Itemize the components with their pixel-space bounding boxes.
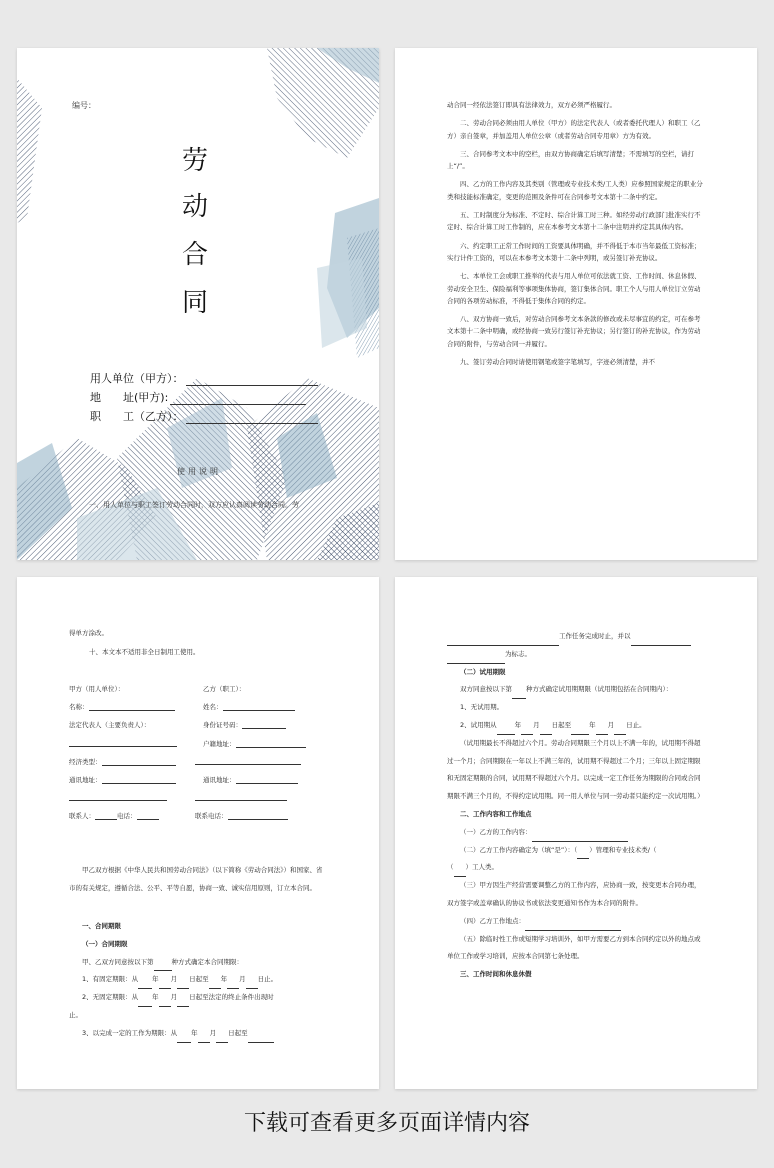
input-line[interactable] xyxy=(525,923,621,931)
text-fragment: 月 xyxy=(239,975,246,984)
section-heading: 三、工作时间和休息休假 xyxy=(460,970,532,979)
text-fragment: 工作任务完成时止，并以 xyxy=(559,632,631,640)
text-fragment: 日起至 xyxy=(551,720,572,729)
phone-b-field xyxy=(195,811,288,820)
id-field xyxy=(203,720,286,729)
addr-b-field xyxy=(203,775,298,784)
text-fragment: 1、有固定期限：从 xyxy=(82,975,139,984)
input-line[interactable] xyxy=(236,740,306,748)
field-label: 名称： xyxy=(69,703,89,711)
input-line[interactable] xyxy=(102,758,176,766)
field-address xyxy=(90,389,306,405)
paragraph: 九、签订劳动合同时请使用钢笔或签字笔填写，字迹必须清楚，并不 xyxy=(460,358,655,367)
title-char: 劳 xyxy=(182,146,209,176)
term-option-3 xyxy=(69,1025,327,1043)
text-fragment: 年 xyxy=(152,975,159,984)
text-fragment: 年 xyxy=(191,1028,198,1037)
input-line[interactable] xyxy=(596,727,608,735)
paragraph: 二、劳动合同必须由用人单位（甲方）的法定代表人（或者委托代理人）和职工（乙方）亲自签章，并加盖用人单位公章（或者劳动合同专用章）方为有效。 xyxy=(447,119,701,140)
text-fragment: 为标志。 xyxy=(505,649,531,658)
field-label: 通讯地址： xyxy=(203,776,236,784)
paragraph: 甲乙双方根据《中华人民共和国劳动合同法》（以下简称《劳动合同法》）和国家、省市的有关规定，遵循合法、公平、平等自愿，协商一致、诚实信用原则，订立本合同。 xyxy=(69,866,323,892)
text-fragment: 日起至法定的终止条件出现时 xyxy=(189,993,274,1002)
text-line: 十、本文本不适用非全日制用工使用。 xyxy=(89,648,200,656)
blank-line xyxy=(69,793,167,801)
input-line[interactable] xyxy=(216,1035,228,1043)
text-fragment: 2、无固定期限：从 xyxy=(82,993,139,1002)
input-line[interactable] xyxy=(631,638,691,646)
field-label: 地 址(甲方): xyxy=(90,391,169,404)
usage-title: 使用说明 xyxy=(177,467,221,476)
field-label: 电话： xyxy=(117,812,137,820)
input-line[interactable] xyxy=(512,691,526,699)
paragraph: 八、双方协商一致后，对劳动合同参考文本条款的修改或未尽事宜的约定，可在参考文本第十二条中明确，或经协商一致另行签订补充协议；另行签订的补充协议，作为劳动合同的附件，与劳动合同一并履行。 xyxy=(447,315,701,348)
title-char: 动 xyxy=(182,192,209,222)
input-line[interactable] xyxy=(532,834,628,842)
input-line[interactable] xyxy=(227,981,239,989)
probation-option-2 xyxy=(447,717,705,735)
text-fragment: 日止。 xyxy=(626,720,646,729)
paragraph: 动合同一经依法签订即具有法律效力，双方必须严格履行。 xyxy=(447,101,616,109)
text-fragment: ）管理和专业技术类/（ xyxy=(589,845,657,854)
blank-line xyxy=(195,757,301,765)
text-fragment: 年 xyxy=(152,993,159,1002)
input-line[interactable] xyxy=(246,981,258,989)
input-line[interactable] xyxy=(198,1035,210,1043)
blank-line xyxy=(195,793,287,801)
section-heading: 一、合同期限 xyxy=(82,922,121,930)
work-item-3: （三）甲方因生产经营需要调整乙方的工作内容，应协商一致，按变更本合同办理，双方签字或盖章确认的协议书或依法变更通知书作为本合同的附件。 xyxy=(447,881,701,907)
input-line[interactable] xyxy=(102,776,176,784)
input-line[interactable] xyxy=(540,727,552,735)
text-line xyxy=(447,646,705,664)
contract-page-2 xyxy=(395,577,757,1089)
rep-label: 法定代表人（主要负责人）： xyxy=(69,721,151,729)
input-line[interactable] xyxy=(447,638,559,646)
input-line[interactable] xyxy=(138,999,152,1007)
input-line[interactable] xyxy=(69,793,167,801)
instructions-text xyxy=(447,99,705,368)
term-intro xyxy=(69,954,327,972)
cover-page xyxy=(17,48,379,560)
text-fragment: 年 xyxy=(220,975,228,984)
text-fragment: 双方同意按以下第 xyxy=(460,685,512,694)
text-fragment: 日起至 xyxy=(189,975,209,984)
paragraph: 三、合同参考文本中的空栏，由双方协商确定后填写清楚；不需填写的空栏，请打上“/”。 xyxy=(447,149,694,171)
input-line[interactable] xyxy=(571,727,589,735)
field-label: 身份证号码： xyxy=(203,721,242,729)
download-caption: 下载可查看更多页面详情内容 xyxy=(243,1111,530,1136)
serial-number-label: 编号： xyxy=(72,101,96,110)
input-line[interactable] xyxy=(242,721,286,729)
address-input-line[interactable] xyxy=(170,394,306,405)
text-fragment: 3、以完成一定的工作为期限：从 xyxy=(82,1028,178,1037)
text-line xyxy=(447,628,705,646)
work-item-2 xyxy=(447,842,705,860)
subsection-heading: （一）合同期限 xyxy=(82,939,128,948)
input-line[interactable] xyxy=(228,812,288,820)
preamble xyxy=(69,861,325,897)
probation-intro xyxy=(447,681,705,699)
title-char: 合 xyxy=(182,240,209,270)
name-b-field xyxy=(203,702,295,711)
instructions-page xyxy=(395,48,757,560)
contact-field xyxy=(69,811,159,820)
input-line[interactable] xyxy=(614,727,626,735)
blank-line xyxy=(69,739,177,747)
field-label: 联系电话： xyxy=(195,812,228,820)
term-section xyxy=(69,918,327,1043)
input-line[interactable] xyxy=(69,739,177,747)
probation-option-1: 1、无试用期。 xyxy=(460,703,504,712)
work-item-4 xyxy=(447,913,705,931)
work-item-5: （五）除临时性工作或短期学习培训外，如甲方需要乙方到本合同约定以外的地点或单位工作或学习培训，应按本合同第七条处理。 xyxy=(447,934,701,961)
text-fragment: （一）乙方的工作内容： xyxy=(460,827,532,836)
input-line[interactable] xyxy=(447,656,505,664)
input-line[interactable] xyxy=(223,703,295,711)
input-line[interactable] xyxy=(454,869,466,877)
addr-a-field xyxy=(69,775,176,784)
field-label: 姓名： xyxy=(203,703,223,711)
contract-text xyxy=(447,628,705,984)
input-line[interactable] xyxy=(177,1035,191,1043)
employee-input-line[interactable] xyxy=(186,413,318,424)
input-line[interactable] xyxy=(521,727,533,735)
input-line[interactable] xyxy=(195,793,287,801)
subsection-heading: （二）试用期限 xyxy=(460,667,506,676)
text-fragment: 年 xyxy=(514,720,522,729)
input-line[interactable] xyxy=(177,999,189,1007)
text-fragment: 月 xyxy=(209,1028,217,1037)
input-line[interactable] xyxy=(159,999,171,1007)
field-label: 经济类型： xyxy=(69,758,102,766)
text-fragment: 月 xyxy=(170,975,178,984)
field-label: 职 工（乙方）： xyxy=(90,410,184,423)
paragraph: 六、约定职工正常工作时间的工资要具体明确，并不得低于本市当年最低工资标准；实行计件工资的，可以在本参考文本第十二条中列明，或另签订补充协议。 xyxy=(447,241,701,262)
text-fragment: 种方式确定试用期期限（试用期包括在合同期内）： xyxy=(526,685,673,694)
text-fragment: 甲、乙双方同意按以下第 xyxy=(82,957,154,966)
text-fragment: 月 xyxy=(170,993,178,1002)
text-fragment: 2、试用期从 xyxy=(460,720,497,729)
paragraph: 五、工时制度分为标准、不定时、综合计算工时三种。如经劳动行政部门批准实行不定时、综合计算工时工作制的，应在本参考文本第十二条中注明并约定其具体内容。 xyxy=(447,211,701,232)
field-label: 户籍地址： xyxy=(203,740,236,748)
field-label: 用人单位（甲方）： xyxy=(90,372,184,385)
usage-item-1: 一、用人单位与职工签订劳动合同时，双方应认真阅读劳动合同。劳 xyxy=(89,501,299,509)
household-field xyxy=(203,739,306,748)
input-line[interactable] xyxy=(95,812,117,820)
text-fragment: ）工人类。 xyxy=(465,863,498,872)
text-line: 得单方涂改。 xyxy=(69,629,108,637)
field-employee xyxy=(90,408,318,424)
field-label: 联系人： xyxy=(69,812,95,820)
field-employer xyxy=(90,370,318,386)
probation-note: （试用期最长不得超过六个月。劳动合同期限三个月以上不满一年的，试用期不得超过一个月；合同期限在一年以上不满三年的，试用期不得超过二个月；三年以上固定期限和无固定期限的合同，试用期不得超过六个月。以完成一定工作任务为期限的合同或合同期限不满三个月的，不得约定试用期。同一用人单位与同一劳动者只能约定一次试用期。） xyxy=(447,738,704,801)
section-heading: 二、工作内容和工作地点 xyxy=(460,809,532,818)
input-line[interactable] xyxy=(209,981,221,989)
deco-shape xyxy=(17,78,42,223)
work-item-2-cont: （ ）工人类。 xyxy=(447,859,705,877)
text-fragment: 日止。 xyxy=(257,975,278,984)
paragraph: 四、乙方的工作内容及其类别（管理或专业技术类/工人类）应参照国家规定的职业分类和技能标准确定，变更的范围及条件可在合同参考文本第十二条中约定。 xyxy=(447,180,703,201)
text-fragment: 种方式确定本合同期限： xyxy=(171,957,243,966)
term-option-1 xyxy=(69,971,327,989)
title-char: 同 xyxy=(182,288,209,318)
name-a-field xyxy=(69,702,175,711)
input-line[interactable] xyxy=(577,851,589,859)
work-item-1 xyxy=(447,824,705,842)
input-line[interactable] xyxy=(159,981,171,989)
text-fragment: （二）乙方工作内容确定为（填“是”）：（ xyxy=(460,845,578,854)
input-line[interactable] xyxy=(248,1035,274,1043)
input-line[interactable] xyxy=(89,703,175,711)
input-line[interactable] xyxy=(177,981,189,989)
input-line[interactable] xyxy=(195,757,301,765)
text-fragment: （四）乙方工作地点： xyxy=(460,916,525,925)
text-fragment: 月 xyxy=(533,720,540,729)
term-option-2 xyxy=(69,989,327,1007)
econ-field xyxy=(69,757,176,766)
text-fragment: 年 xyxy=(589,720,596,729)
employer-input-line[interactable] xyxy=(186,375,318,386)
paragraph: 七、本单位工会或职工推举的代表与用人单位可依法就工资、工作时间、休息休假、劳动安全卫生、保险福利等事项集体协商，签订集体合同。职工个人与用人单位订立劳动合同的各项劳动标准，不得低于集体合同的约定。 xyxy=(447,272,701,305)
text-fragment: 日起至 xyxy=(228,1028,248,1037)
party-a-label: 甲方（用人单位）： xyxy=(69,685,125,693)
contract-page-1 xyxy=(17,577,379,1089)
input-line[interactable] xyxy=(236,776,298,784)
term-option-2-end: 止。 xyxy=(69,1010,82,1019)
field-label: 通讯地址： xyxy=(69,776,102,784)
input-line[interactable] xyxy=(137,812,159,820)
input-line[interactable] xyxy=(154,963,172,971)
text-fragment: 月 xyxy=(607,720,615,729)
party-b-label: 乙方（职工）： xyxy=(203,685,246,693)
input-line[interactable] xyxy=(497,727,515,735)
input-line[interactable] xyxy=(138,981,152,989)
